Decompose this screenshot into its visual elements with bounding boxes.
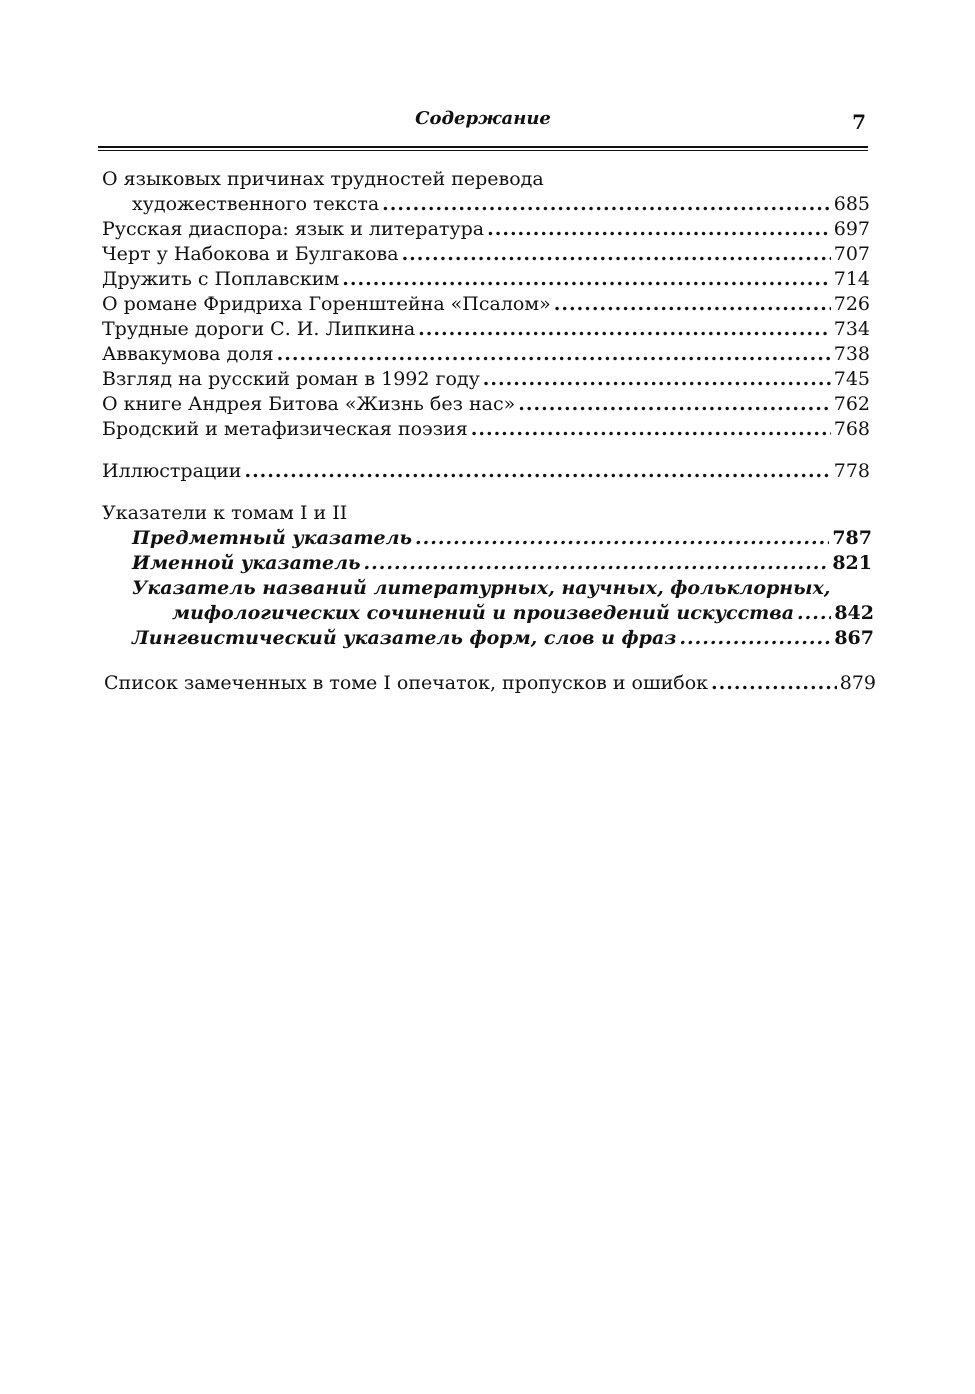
toc-entry-page: 697 — [833, 218, 870, 240]
toc-entry-page: 842 — [834, 602, 874, 624]
dot-leader — [402, 241, 831, 267]
toc-entry[interactable] — [102, 366, 870, 392]
toc-entry-title: Дружить с Поплавским — [102, 268, 340, 290]
indexes-heading: Указатели к томам I и II — [102, 502, 348, 524]
toc-entry-page: 768 — [833, 418, 870, 440]
dot-leader — [342, 266, 831, 292]
toc-entry-title: художественного текста — [132, 193, 380, 215]
toc-entry[interactable] — [102, 316, 870, 342]
toc-entry[interactable] — [102, 341, 870, 367]
toc-entry-title: Взгляд на русский роман в 1992 году — [102, 368, 480, 390]
toc-index-entry[interactable] — [172, 600, 874, 626]
toc-entry-title: Предметный указатель — [132, 527, 413, 549]
header-title: Содержание — [415, 108, 551, 129]
toc-entry-errata[interactable] — [104, 670, 876, 696]
dot-leader — [418, 316, 831, 342]
dot-leader — [415, 525, 829, 551]
dot-leader — [483, 366, 831, 392]
toc-entry-page: 787 — [832, 527, 872, 549]
toc-entry[interactable] — [102, 391, 870, 417]
toc-entry-page: 738 — [833, 343, 870, 365]
toc-entry-title: Именной указатель — [132, 552, 361, 574]
running-header — [98, 108, 868, 148]
toc-entry-page: 879 — [839, 672, 876, 694]
dot-leader — [711, 670, 837, 696]
toc-entry-title: Русская диаспора: язык и литература — [102, 218, 485, 240]
toc-entry-title: Список замеченных в томе I опечаток, пропусков и ошибок — [104, 672, 709, 694]
toc-entry-page: 745 — [833, 368, 870, 390]
toc-entry-page: 707 — [833, 243, 870, 265]
toc-entry-title: Бродский и метафизическая поэзия — [102, 418, 468, 440]
dot-leader — [277, 341, 831, 367]
dot-leader — [382, 191, 831, 217]
toc-entry-title: Черт у Набокова и Булгакова — [102, 243, 399, 265]
dot-leader — [518, 391, 830, 417]
dot-leader — [487, 216, 831, 242]
toc-entry-page: 685 — [833, 193, 870, 215]
toc-entry-title: Иллюстрации — [102, 460, 242, 482]
toc-entry-title: Аввакумова доля — [102, 343, 274, 365]
toc-entry[interactable] — [102, 216, 870, 242]
toc-entry-title: Лингвистический указатель форм, слов и фраз — [132, 627, 677, 649]
toc-index-entry[interactable] — [132, 625, 874, 651]
header-rule — [98, 146, 868, 151]
toc-entry[interactable] — [132, 191, 870, 217]
toc-entry-title: Указатель названий литературных, научных, фольклорных, — [132, 577, 831, 599]
toc-entry-title: Трудные дороги С. И. Липкина — [102, 318, 416, 340]
toc-entry-page: 821 — [832, 552, 872, 574]
toc-index-entry[interactable] — [132, 525, 872, 551]
dot-leader — [244, 458, 830, 484]
page-number: 7 — [852, 110, 866, 134]
dot-leader — [797, 600, 831, 626]
toc-entry-title: О романе Фридриха Горенштейна «Псалом» — [102, 293, 551, 315]
toc-entry-illustrations[interactable] — [102, 458, 870, 484]
dot-leader — [364, 550, 830, 576]
toc-index-entry[interactable] — [132, 550, 872, 576]
toc-entry-page: 734 — [833, 318, 870, 340]
dot-leader — [679, 625, 831, 651]
toc-entry-page: 726 — [833, 293, 870, 315]
toc-entry-page: 762 — [833, 393, 870, 415]
dot-leader — [554, 291, 831, 317]
toc-entry[interactable] — [102, 416, 870, 442]
dot-leader — [471, 416, 831, 442]
toc-entry-page: 778 — [833, 460, 870, 482]
toc-entry[interactable] — [102, 266, 870, 292]
toc-entry-page: 714 — [833, 268, 870, 290]
toc-entry-title: мифологических сочинений и произведений искусства — [172, 602, 795, 624]
toc-entry-title: О языковых причинах трудностей перевода — [102, 168, 544, 190]
toc-entry[interactable] — [102, 291, 870, 317]
toc-entry-title: О книге Андрея Битова «Жизнь без нас» — [102, 393, 516, 415]
toc-entry[interactable] — [102, 241, 870, 267]
toc-entry-page: 867 — [834, 627, 874, 649]
